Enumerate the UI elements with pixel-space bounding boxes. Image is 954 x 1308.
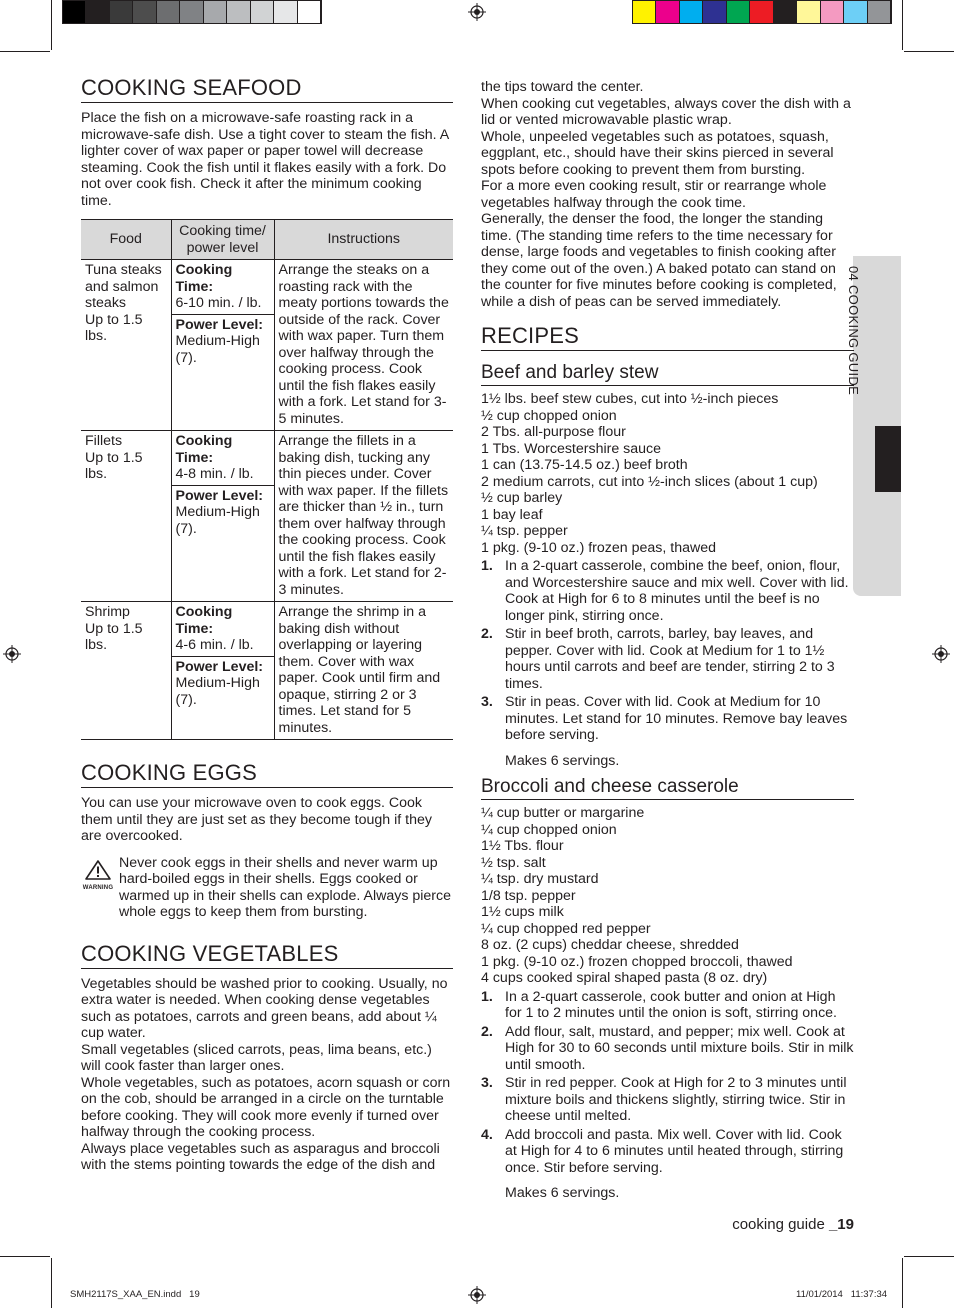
ingredient-item: 8 oz. (2 cups) cheddar cheese, shredded — [481, 937, 739, 953]
slug-timestamp: 11/01/2014 11:37:34 — [796, 1289, 888, 1300]
recipe-step — [481, 1075, 854, 1125]
seafood-intro: Place the fish on a microwave-safe roasting rack in a microwave-safe dish. Use a tight cover to steam the fish. A lighter cover of wax paper or paper towel will decrease steaming. Cook the fish until it flakes easily with a fork. Do not over cook fish. Check it after the minimum cooking time. — [81, 110, 449, 209]
color-swatch — [680, 1, 703, 23]
step-number: 1. — [481, 988, 493, 1005]
color-swatch — [86, 1, 109, 23]
ingredient-item: ¼ cup chopped red pepper — [481, 920, 651, 937]
section-heading-eggs: COOKING EGGS — [81, 761, 453, 788]
ingredient-item: ¼ tsp. pepper — [481, 523, 568, 539]
crop-mark — [902, 0, 903, 50]
vegetables-paragraph: Whole, unpeeled vegetables such as potatoes, squash, eggplant, etc., should have their skins pierced in several spots before cooking to prevent them from bursting. — [481, 128, 834, 178]
vegetables-paragraph: Small vegetables (sliced carrots, peas, lima beans, etc.) will cook faster than larger ones. — [81, 1041, 432, 1074]
vegetables-paragraph: Generally, the denser the food, the longer the standing time. (The standing time refers to the time necessary for dense, large foods and vegetables to finish cooking after they come out of the oven.) A baked potato can stand on the counter for five minutes before cooking is completed, while a dish of peas can be served immediately. — [481, 211, 837, 310]
crop-mark — [0, 1256, 50, 1257]
slug-file-name: SMH2117S_XAA_EN.indd 19 — [70, 1289, 200, 1300]
step-number: 4. — [481, 1126, 493, 1143]
step-text: In a 2-quart casserole, cook butter and onion at High for 1 to 2 minutes until the onion is soft, stirring once. — [505, 988, 837, 1021]
cooking-time-label: Cooking Time: — [175, 433, 233, 466]
color-swatch — [868, 1, 891, 23]
power-level-value: Medium-High (7). — [175, 675, 260, 708]
color-calibration-bar — [632, 0, 892, 24]
step-text: Add broccoli and pasta. Mix well. Cover with lid. Cook at High for 4 to 6 minutes until heated through, stirring once. Stir before serving. — [505, 1126, 844, 1176]
casserole-servings: Makes 6 servings. — [505, 1185, 620, 1201]
left-column — [81, 76, 453, 1174]
right-column — [481, 79, 854, 1202]
chapter-side-tab — [846, 256, 901, 596]
ingredient-item: 2 Tbs. all-purpose flour — [481, 424, 626, 440]
power-level-value: Medium-High (7). — [175, 504, 260, 537]
ingredient-item: ¼ tsp. dry mustard — [481, 871, 599, 887]
cooking-time-value: 4-8 min. / lb. — [175, 466, 254, 482]
seafood-table — [81, 219, 453, 740]
crop-mark — [0, 51, 50, 52]
recipe-title-stew: Beef and barley stew — [481, 362, 854, 386]
cooking-time-cell — [171, 431, 274, 602]
registration-mark-icon — [932, 645, 950, 663]
color-swatch — [750, 1, 773, 23]
step-text: Stir in beef broth, carrots, barley, bay leaves, and pepper. Cover with lid. Cook at Medium for 1 to 1½ hours until carrots and beef are tender, stirring 2 to 3 times. — [505, 626, 835, 692]
cooking-time-cell — [171, 260, 274, 431]
step-number: 3. — [481, 694, 493, 710]
ingredient-item: ½ tsp. salt — [481, 854, 546, 871]
ingredient-item: ¼ cup chopped onion — [481, 821, 617, 838]
warning-note — [81, 855, 453, 921]
power-level-block — [172, 314, 274, 369]
color-swatch — [180, 1, 203, 23]
color-swatch — [703, 1, 726, 23]
recipe-step — [481, 626, 854, 692]
vegetables-paragraph: the tips toward the center. — [481, 79, 644, 95]
table-row — [81, 602, 453, 740]
step-number: 1. — [481, 558, 493, 574]
recipe-step — [481, 558, 854, 624]
color-swatch — [251, 1, 274, 23]
footer-section: cooking guide — [732, 1216, 825, 1233]
ingredient-item: 1 pkg. (9-10 oz.) frozen peas, thawed — [481, 539, 717, 556]
ingredient-item: 1 pkg. (9-10 oz.) frozen chopped broccoli, thawed — [481, 953, 793, 970]
step-number: 3. — [481, 1075, 493, 1091]
ingredient-item: 1½ cups milk — [481, 904, 564, 920]
cooking-time-value: 4-6 min. / lb. — [175, 637, 254, 653]
chapter-tab-label: 04 COOKING GUIDE — [846, 266, 861, 396]
ingredient-item: 1 Tbs. Worcestershire sauce — [481, 440, 662, 457]
ingredient-item: 2 medium carrots, cut into ½-inch slices (about 1 cup) — [481, 473, 818, 490]
vegetables-text-left — [81, 976, 453, 1174]
section-heading-seafood: COOKING SEAFOOD — [81, 76, 453, 103]
ingredient-item: 1 can (13.75-14.5 oz.) beef broth — [481, 457, 688, 473]
column-header-food: Food — [81, 220, 171, 260]
power-level-value: Medium-High (7). — [175, 333, 260, 366]
table-row — [81, 431, 453, 602]
vegetables-text-right — [481, 79, 854, 310]
table-header-row — [81, 220, 453, 260]
step-text: Add flour, salt, mustard, and pepper; mix well. Cook at High for 30 to 60 seconds until mixture boils. Stir in milk until smooth. — [505, 1023, 854, 1073]
registration-mark-icon — [3, 645, 21, 663]
eggs-intro: You can use your microwave oven to cook eggs. Cook them until they are just set as they become tough if they are overcooked. — [81, 795, 432, 844]
cooking-time-value: 6-10 min. / lb. — [175, 295, 262, 311]
section-heading-vegetables: COOKING VEGETABLES — [81, 942, 453, 969]
ingredient-item: 1/8 tsp. pepper — [481, 887, 576, 904]
vegetables-paragraph: When cooking cut vegetables, always cover the dish with a lid or vented microwavable plastic wrap. — [481, 95, 851, 128]
power-level-label: Power Level: — [175, 316, 264, 333]
power-level-label: Power Level: — [175, 487, 264, 504]
instructions-cell: Arrange the fillets in a baking dish, tucking any thin pieces under. Cover with wax paper. If the fillets are thicker than ½ in., turn them over halfway through the cooking process. Cook until the fish flakes easily with a fork. Let stand for 2-3 minutes. — [274, 431, 453, 602]
color-swatch — [633, 1, 656, 23]
cooking-time-cell — [171, 602, 274, 740]
color-swatch — [656, 1, 679, 23]
page-number: _19 — [828, 1216, 854, 1233]
food-cell: Fillets Up to 1.5 lbs. — [81, 431, 171, 602]
recipe-step — [481, 694, 854, 744]
step-text: Stir in red pepper. Cook at High for 2 to 3 minutes until mixture boils and thickens slightly, stirring twice. Stir in cheese until melted. — [505, 1075, 847, 1124]
registration-mark-icon — [468, 3, 486, 21]
color-swatch — [227, 1, 250, 23]
instructions-cell: Arrange the steaks on a roasting rack with the meaty portions towards the outside of the rack. Cover with wax paper. Turn them over halfway through the cooking process. Cook until the fish flakes easily with a fork. Let stand for 3-5 minutes. — [274, 260, 453, 431]
step-text: Stir in peas. Cover with lid. Cook at Medium for 10 minutes. Let stand for 10 minutes. Remove bay leaves before serving. — [505, 694, 848, 743]
warning-text: Never cook eggs in their shells and never warm up hard-boiled eggs in their shells. Eggs cooked or warmed up in their shells can explode. Always pierce whole eggs to keep them from bursting. — [119, 854, 451, 920]
stew-ingredients — [481, 391, 854, 556]
recipe-step — [481, 1127, 854, 1177]
ingredient-item: 1 bay leaf — [481, 506, 543, 523]
crop-mark — [51, 0, 52, 50]
gray-calibration-bar — [62, 0, 322, 24]
step-number: 2. — [481, 626, 493, 642]
warning-triangle-icon — [84, 859, 112, 881]
color-swatch — [797, 1, 820, 23]
color-swatch — [157, 1, 180, 23]
food-cell: Shrimp Up to 1.5 lbs. — [81, 602, 171, 740]
cooking-time-block — [172, 602, 274, 656]
ingredient-item: 1½ Tbs. flour — [481, 838, 564, 854]
crop-mark — [904, 1256, 954, 1257]
color-swatch — [821, 1, 844, 23]
column-header-instructions: Instructions — [274, 220, 453, 260]
color-swatch — [298, 1, 321, 23]
stew-steps — [481, 558, 854, 744]
recipe-title-casserole: Broccoli and cheese casserole — [481, 776, 854, 800]
warning-label: WARNING — [82, 885, 114, 891]
recipe-step — [481, 1024, 854, 1074]
cooking-time-block — [172, 260, 274, 314]
power-level-block — [172, 656, 274, 711]
stew-servings: Makes 6 servings. — [505, 752, 620, 769]
color-swatch — [844, 1, 867, 23]
ingredient-item: 1½ lbs. beef stew cubes, cut into ½-inch pieces — [481, 391, 779, 407]
step-number: 2. — [481, 1023, 493, 1040]
table-row — [81, 260, 453, 431]
registration-mark-icon — [468, 1286, 486, 1304]
section-heading-recipes: RECIPES — [481, 324, 854, 351]
power-level-block — [172, 485, 274, 540]
vegetables-paragraph: Whole vegetables, such as potatoes, acorn squash or corn on the cob, should be arranged in a circle on the turntable before cooking. They will cook more evenly if turned over halfway through the cooking process. — [81, 1074, 451, 1140]
color-swatch — [63, 1, 86, 23]
step-text: In a 2-quart casserole, combine the beef, onion, flour, and Worcestershire sauce and mix well. Cover with lid. Cook at High for 6 to 8 minutes until the beef is no longer pink, stirring once. — [505, 558, 849, 624]
casserole-ingredients — [481, 805, 854, 987]
power-level-label: Power Level: — [175, 658, 264, 675]
recipe-step — [481, 989, 854, 1022]
crop-mark — [904, 51, 954, 52]
warning-badge — [81, 859, 115, 893]
vegetables-paragraph: Always place vegetables such as asparagus and broccoli with the stems pointing towards the edge of the dish and — [81, 1140, 440, 1173]
vegetables-paragraph: Vegetables should be washed prior to cooking. Usually, no extra water is needed. When cooking dense vegetables such as potatoes, carrots and green beans, add about ¼ cup water. — [81, 975, 448, 1041]
column-header-time: Cooking time/ power level — [171, 220, 274, 260]
cooking-time-label: Cooking Time: — [175, 262, 233, 295]
color-swatch — [133, 1, 156, 23]
ingredient-item: ½ cup barley — [481, 490, 563, 506]
crop-mark — [902, 1258, 903, 1308]
color-swatch — [727, 1, 750, 23]
ingredient-item: 4 cups cooked spiral shaped pasta (8 oz. dry) — [481, 970, 768, 986]
color-swatch — [774, 1, 797, 23]
color-swatch — [204, 1, 227, 23]
ingredient-item: ¼ cup butter or margarine — [481, 805, 645, 821]
casserole-steps — [481, 989, 854, 1177]
crop-mark — [51, 1258, 52, 1308]
color-swatch — [274, 1, 297, 23]
food-cell: Tuna steaks and salmon steaks Up to 1.5 lbs. — [81, 260, 171, 431]
vegetables-paragraph: For a more even cooking result, stir or rearrange whole vegetables halfway through the cook time. — [481, 178, 827, 211]
cooking-time-block — [172, 431, 274, 485]
chapter-tab-marker — [875, 426, 901, 492]
color-swatch — [110, 1, 133, 23]
ingredient-item: ½ cup chopped onion — [481, 407, 617, 424]
page-footer — [700, 1216, 854, 1233]
instructions-cell: Arrange the shrimp in a baking dish without overlapping or layering them. Cover with wax paper. Cook until firm and opaque, stirring 2 or 3 times. Let stand for 5 minutes. — [274, 602, 453, 740]
cooking-time-label: Cooking Time: — [175, 604, 233, 637]
